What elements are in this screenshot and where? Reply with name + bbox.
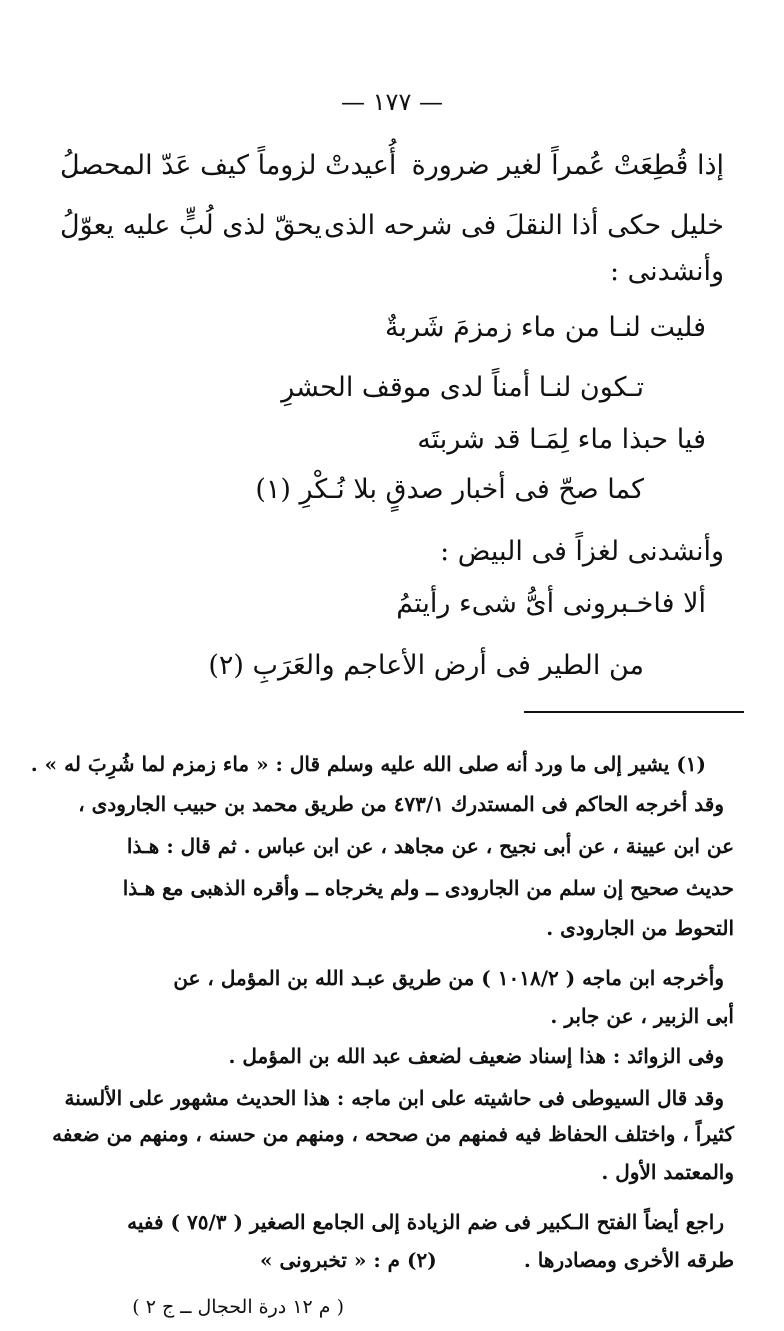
poem-line: من الطير فى أرض الأعاجم والعَرَبِ (٢) bbox=[208, 650, 644, 681]
footnote-line: وقد أخرجه الحاكم فى المستدرك ٤٧٣/١ من طريق محمد بن حبيب الجارودى ، bbox=[78, 792, 724, 816]
verse-hemistich: خليل حكى أذا النقلَ فى شرحه الذى bbox=[324, 210, 724, 241]
footnote-line: راجع أيضاً الفتح الـكبير فى ضم الزيادة إلى الجامع الصغير ( ٧٥/٣ ) ففيه bbox=[127, 1210, 724, 1234]
footnote-line: وقد قال السيوطى فى حاشيته على ابن ماجه : هذا الحديث مشهور على الألسنة bbox=[64, 1086, 724, 1110]
page-signature: ( م ١٢ درة الحجال ــ ج ٢ ) bbox=[132, 1296, 344, 1318]
verse-hemistich: يحقّ لذى لُبٍّ عليه يعوّلُ bbox=[60, 210, 322, 241]
page-number: — ١٧٧ — bbox=[341, 88, 443, 116]
footnote-line: (١) يشير إلى ما ورد أنه صلى الله عليه وسلم قال : « ماء زمزم لما شُرِبَ له » . bbox=[30, 752, 706, 776]
poem-line: فيا حبذا ماء لِمَـا قد شربتَه bbox=[417, 424, 706, 455]
verse-hemistich: إذا قُطِعَتْ عُمراً لغير ضرورة bbox=[411, 150, 724, 181]
footnote-line: والمعتمد الأول . bbox=[601, 1160, 734, 1184]
poem-line: تـكون لنـا أمناً لدى موقف الحشرِ bbox=[281, 372, 644, 403]
verse-couplet-1 bbox=[60, 150, 724, 190]
footnote-line: وأخرجه ابن ماجه ( ١٠١٨/٢ ) من طريق عبـد الله بن المؤمل ، عن bbox=[173, 966, 724, 990]
footnote-line: كثيراً ، واختلف الحفاظ فيه فمنهم من صححه ، ومنهم من حسنه ، ومنهم من ضعفه bbox=[52, 1122, 734, 1146]
verse-hemistich: أُعيدتْ لزوماً كيف عَدّ المحصلُ bbox=[60, 150, 397, 181]
footnote-line: حديث صحيح إن سلم من الجارودى ــ ولم يخرجاه ــ وأقره الذهبى مع هـذا bbox=[122, 876, 734, 900]
footnote-line: وفى الزوائد : هذا إسناد ضعيف لضعف عبد الله بن المؤمل . bbox=[228, 1044, 724, 1068]
intro-line: وأنشدنى لغزاً فى البيض : bbox=[440, 536, 724, 567]
footnote-line: عن ابن عيينة ، عن أبى نجيح ، عن مجاهد ، عن ابن عباس . ثم قال : هـذا bbox=[126, 834, 734, 858]
verse-couplet-2 bbox=[60, 210, 724, 250]
poem-line: كما صحّ فى أخبار صدقٍ بلا نُـكْرِ (١) bbox=[255, 474, 644, 505]
footnote-line: أبى الزبير ، عن جابر . bbox=[550, 1004, 734, 1028]
footnote-line: (٢) م : « تخبرونى » bbox=[260, 1248, 437, 1272]
footnote-line: طرقه الأخرى ومصادرها . bbox=[523, 1248, 734, 1272]
poem-line: ألا فاخـبرونى أىُّ شىء رأيتمُ bbox=[396, 588, 706, 619]
poem-line: فليت لنـا من ماء زمزمَ شَربةٌ bbox=[385, 312, 706, 343]
footnote-separator bbox=[524, 711, 744, 713]
footnote-line: التحوط من الجارودى . bbox=[546, 916, 734, 940]
intro-line: وأنشدنى : bbox=[609, 256, 724, 287]
